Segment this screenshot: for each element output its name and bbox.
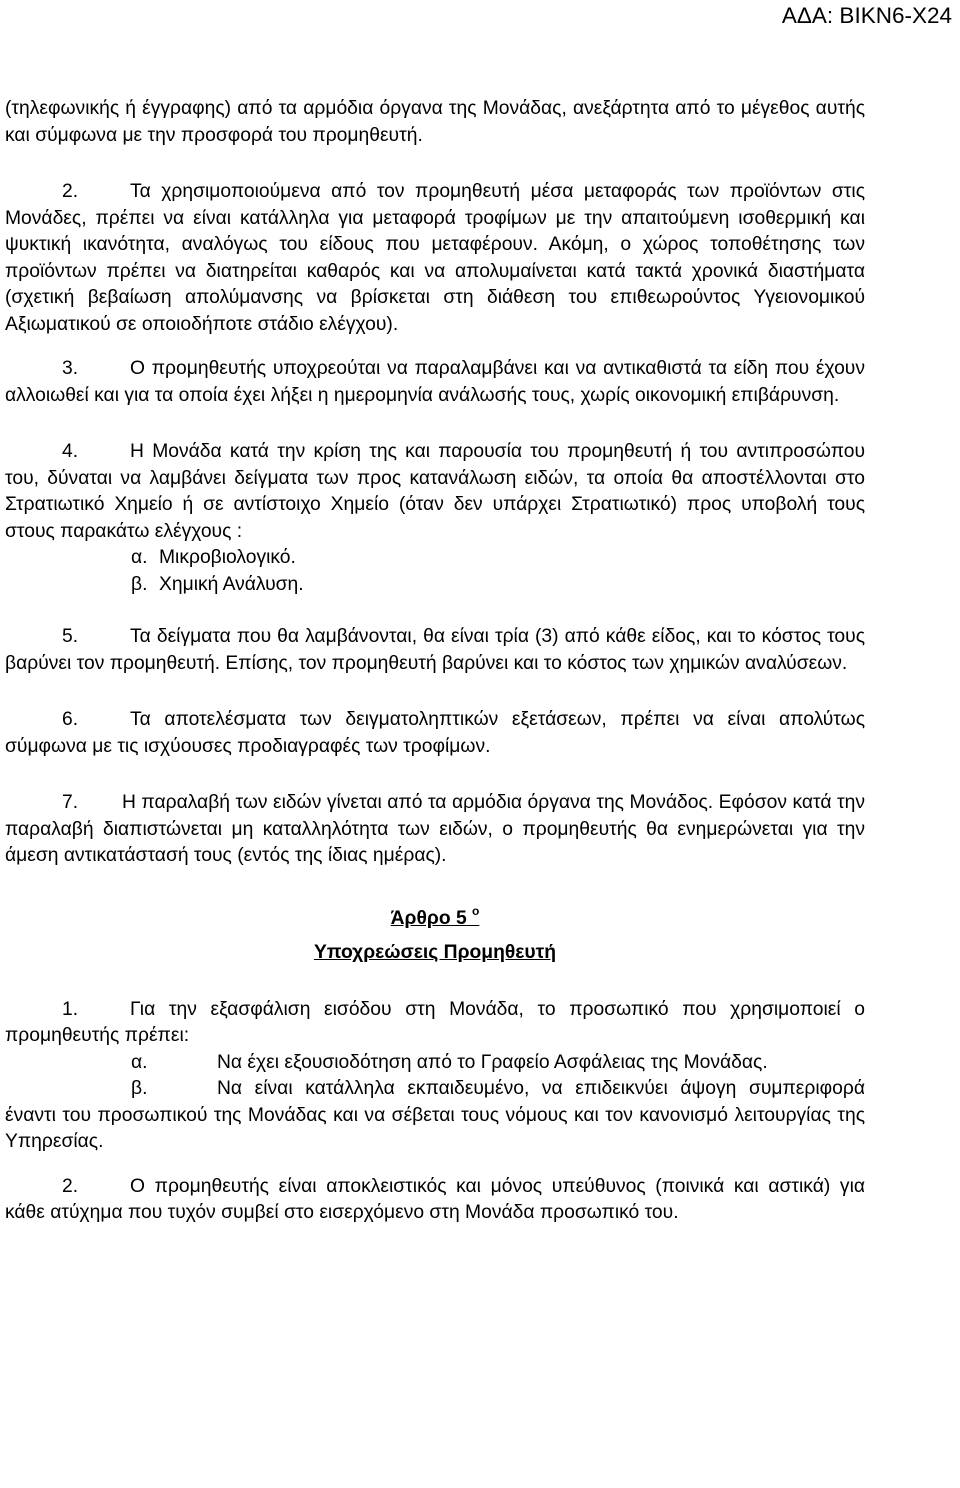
paragraph-number: 2. [62,181,79,202]
paragraph-text: Ο προμηθευτής είναι αποκλειστικός και μόνος υπεύθυνος (ποινικά και αστικά) για κάθε ατύχημα που τυχόν συμβεί στο εισερχόμενο στη Μονάδα προσωπικό του. [5,1175,865,1223]
paragraph-4-item-a [5,545,865,572]
paragraph-4 [5,439,865,545]
item-letter: β. [131,1078,148,1099]
paragraph-text: Τα χρησιμοποιούμενα από τον προμηθευτή μέσα μεταφοράς των προϊόντων στις Μονάδες, πρέπει να είναι κατάλληλα για μεταφορά τροφίμων με την απαιτούμενη ισοθερμική και ψυκτική ικανότητα, αναλόγως του είδους που μεταφέρουν. Ακόμη, ο χώρος τοποθέτησης των προϊόντων πρέπει να διατηρείται καθαρός και να απολυμαίνεται κατά τακτά χρονικά διαστήματα (σχετική βεβαίωση απολύμανσης να βρίσκεται στη διάθεση του επιθεωρούντος Υγειονομικού Αξιωματικού σε οποιοδήποτε στάδιο ελέγχου). [5,181,865,335]
paragraph-continuation: (τηλεφωνικής ή έγγραφης) από τα αρμόδια όργανα της Μονάδας, ανεξάρτητα από το μέγεθος αυτής και σύμφωνα με την προσφορά του προμηθευτή. [5,98,865,146]
article-title-superscript: ο [472,903,480,918]
item-letter: α. [131,1051,148,1073]
article5-paragraph-2 [5,1174,865,1227]
document-body [5,96,865,1227]
item-text: Χημική Ανάλυση. [159,573,304,595]
article-subtitle: Υποχρεώσεις Προμηθευτή [313,942,557,963]
ada-code: ΑΔΑ: ΒΙΚΝ6-Χ24 [781,3,952,28]
paragraph-text: Η παραλαβή των ειδών γίνεται από τα αρμόδια όργανα της Μονάδος. Εφόσον κατά την παραλαβή διαπιστώνεται μη καταλληλότητα των ειδών, ο προμηθευτής θα ενημερώνεται για την άμεση αντικατάστασή τους (εντός της ίδιας ημέρας). [5,792,865,866]
paragraph-2 [5,179,865,338]
paragraph-number: 3. [62,358,79,379]
paragraph-text: Τα δείγματα που θα λαμβάνονται, θα είναι τρία (3) από κάθε είδος, και το κόστος τους βαρύνει τον προμηθευτή. Επίσης, τον προμηθευτή βαρύνει και το κόστος των χημικών αναλύσεων. [5,626,865,674]
paragraph-text: Τα αποτελέσματα των δειγματοληπτικών εξετάσεων, πρέπει να είναι απολύτως σύμφωνα με τις ισχύουσες προδιαγραφές των τροφίμων. [5,709,865,757]
paragraph-3 [5,356,865,409]
paragraph-4-item-b [5,572,865,599]
item-text: Να έχει εξουσιοδότηση από το Γραφείο Ασφάλειας της Μονάδας. [217,1051,768,1073]
paragraph-number: 2. [62,1175,79,1197]
item-text: Να είναι κατάλληλα εκπαιδευμένο, να επιδεικνύει άψογη συμπεριφορά έναντι του προσωπικού της Μονάδας και να σέβεται τους νόμους και τον κανονισμό λειτουργίας της Υπηρεσίας. [5,1078,865,1152]
paragraph-5 [5,624,865,677]
article5-item-b [5,1076,865,1156]
item-letter: β. [131,573,148,595]
article-title [5,903,865,933]
paragraph-number: 7. [62,792,79,813]
paragraph-number: 4. [62,441,79,462]
article-title-text: Άρθρο 5 [390,907,467,929]
paragraph-text: Ο προμηθευτής υποχρεούται να παραλαμβάνει και να αντικαθιστά τα είδη που έχουν αλλοιωθεί και για τα οποία έχει λήξει η ημερομηνία ανάλωσής τους, χωρίς οικονομική επιβάρυνση. [5,358,865,406]
paragraph-6 [5,707,865,760]
paragraph-number: 5. [62,626,79,647]
item-text: Μικροβιολογικό. [159,547,296,568]
paragraph-text: Η Μονάδα κατά την κρίση της και παρουσία του προμηθευτή ή του αντιπροσώπου του, δύναται να λαμβάνει δείγματα των προς κατανάλωση ειδών, τα οποία θα αποστέλλονται στο Στρατιωτικό Χημείο ή σε αντίστοιχο Χημείο (όταν δεν υπάρχει Στρατιωτικό) προς υποβολή τους στους παρακάτω ελέγχους : [5,441,865,542]
paragraph-text: Για την εξασφάλιση εισόδου στη Μονάδα, το προσωπικό που χρησιμοποιεί ο προμηθευτής πρέπει: [5,998,865,1046]
article5-paragraph-1 [5,997,865,1050]
paragraph-number: 1. [62,998,79,1020]
article5-item-a [5,1050,865,1077]
item-letter: α. [131,547,148,568]
paragraph-7 [5,790,865,870]
paragraph-number: 6. [62,709,79,730]
